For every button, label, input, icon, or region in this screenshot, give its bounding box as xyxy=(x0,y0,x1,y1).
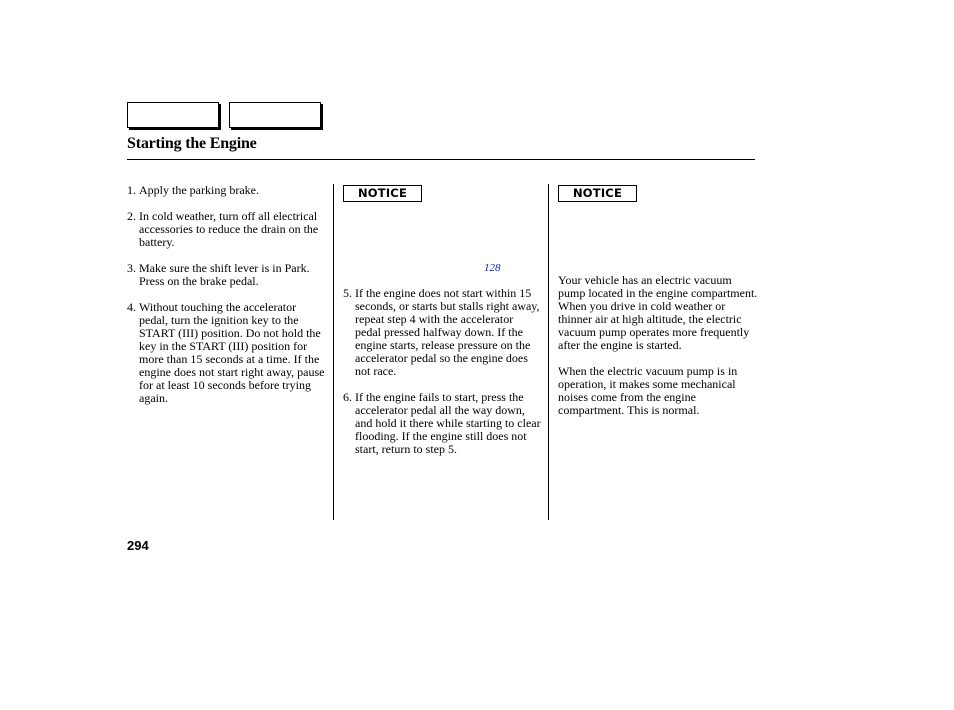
paragraph: Your vehicle has an electric vacuum pump located in the engine compartment. When you drive in cold weather or thinner air at high altitude, the electric vacuum pump operates more frequently after the engine is started. xyxy=(558,273,758,352)
step-item xyxy=(343,391,541,456)
page-number: 294 xyxy=(127,538,149,553)
nav-tab-1[interactable] xyxy=(127,102,219,128)
step-number: 6. xyxy=(343,390,352,404)
step-number: 3. xyxy=(127,261,136,275)
steps-column-2 xyxy=(343,287,541,469)
step-text: Apply the parking brake. xyxy=(139,183,259,197)
step-text: In cold weather, turn off all electrical accessories to reduce the drain on the battery. xyxy=(139,209,319,249)
step-number: 4. xyxy=(127,300,136,314)
step-item xyxy=(127,210,327,249)
step-text: Without touching the accelerator pedal, turn the ignition key to the START (III) position. Do not hold the key in the START (III) position for more than 15 seconds at a time. If the engine does not start right away, pause for at least 10 seconds before trying again. xyxy=(139,300,325,405)
steps-column-1 xyxy=(127,184,327,418)
info-column-3 xyxy=(558,274,758,430)
step-text: If the engine does not start within 15 seconds, or starts but stalls right away, repeat step 4 with the accelerator pedal pressed halfway down. If the engine starts, release pressure on the accelerator pedal so the engine does not race. xyxy=(355,286,540,378)
nav-tab-2[interactable] xyxy=(229,102,321,128)
step-item xyxy=(127,184,327,197)
page-title: Starting the Engine xyxy=(127,135,257,152)
step-text: If the engine fails to start, press the accelerator pedal all the way down, and hold it there while starting to clear flooding. If the engine still does not start, return to step 5. xyxy=(355,390,541,456)
title-divider xyxy=(127,159,755,160)
step-number: 1. xyxy=(127,183,136,197)
step-number: 5. xyxy=(343,286,352,300)
step-number: 2. xyxy=(127,209,136,223)
paragraph: When the electric vacuum pump is in operation, it makes some mechanical noises come from the engine compartment. This is normal. xyxy=(558,364,738,417)
column-divider-1 xyxy=(333,184,334,520)
step-text: Make sure the shift lever is in Park. Press on the brake pedal. xyxy=(139,261,310,288)
page-reference-link[interactable]: 128 xyxy=(484,262,501,274)
column-divider-2 xyxy=(548,184,549,520)
step-item xyxy=(127,262,327,288)
step-item xyxy=(127,301,327,405)
notice-label: NOTICE xyxy=(558,185,637,202)
step-item xyxy=(343,287,541,378)
notice-label: NOTICE xyxy=(343,185,422,202)
